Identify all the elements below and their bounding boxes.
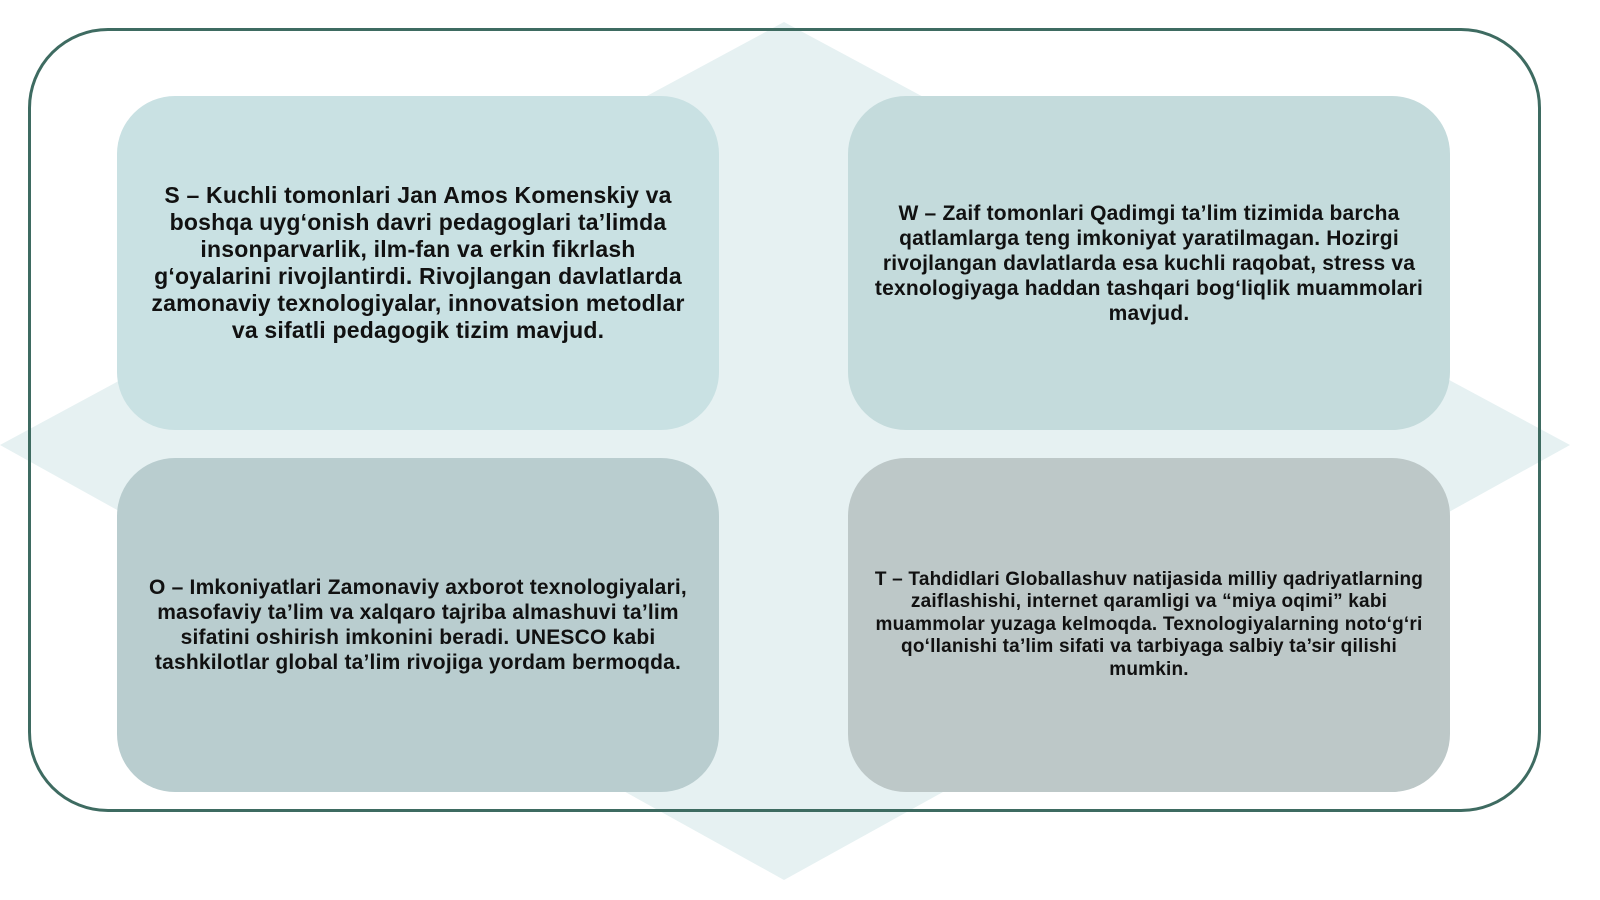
weaknesses-text: W – Zaif tomonlari Qadimgi ta’lim tizimida barcha qatlamlarga teng imkoniyat yaratilmagan. Hozirgi rivojlangan davlatlarda esa kuchli raqobat, stress va texnologiyaga haddan tashqari bog‘liqlik muammolari mavjud. <box>874 201 1424 325</box>
opportunities-card <box>117 458 719 792</box>
threats-card <box>848 458 1450 792</box>
opportunities-text: O – Imkoniyatlari Zamonaviy axborot texnologiyalari, masofaviy ta’lim va xalqaro tajriba almashuvi ta’lim sifatini oshirish imkonini beradi. UNESCO kabi tashkilotlar global ta’lim rivojiga yordam bermoqda. <box>149 576 687 674</box>
strengths-card <box>117 96 719 430</box>
threats-text: T – Tahdidlari Globallashuv natijasida milliy qadriyatlarning zaiflashishi, internet qaramligi va “miya oqimi” kabi muammolar yuzaga kelmoqda. Texnologiyalarning noto‘g‘ri qo‘llanishi ta’lim sifati va tarbiyaga salbiy ta’sir qilishi mumkin. <box>874 568 1424 680</box>
strengths-text: S – Kuchli tomonlari Jan Amos Komenskiy va boshqa uyg‘onish davri pedagoglari ta’limda insonparvarlik, ilm-fan va erkin fikrlash g‘oyalarini rivojlantirdi. Rivojlangan davlatlarda zamonaviy texnologiyalar, innovatsion metodlar va sifatli pedagogik tizim mavjud. <box>151 182 685 343</box>
weaknesses-card <box>848 96 1450 430</box>
